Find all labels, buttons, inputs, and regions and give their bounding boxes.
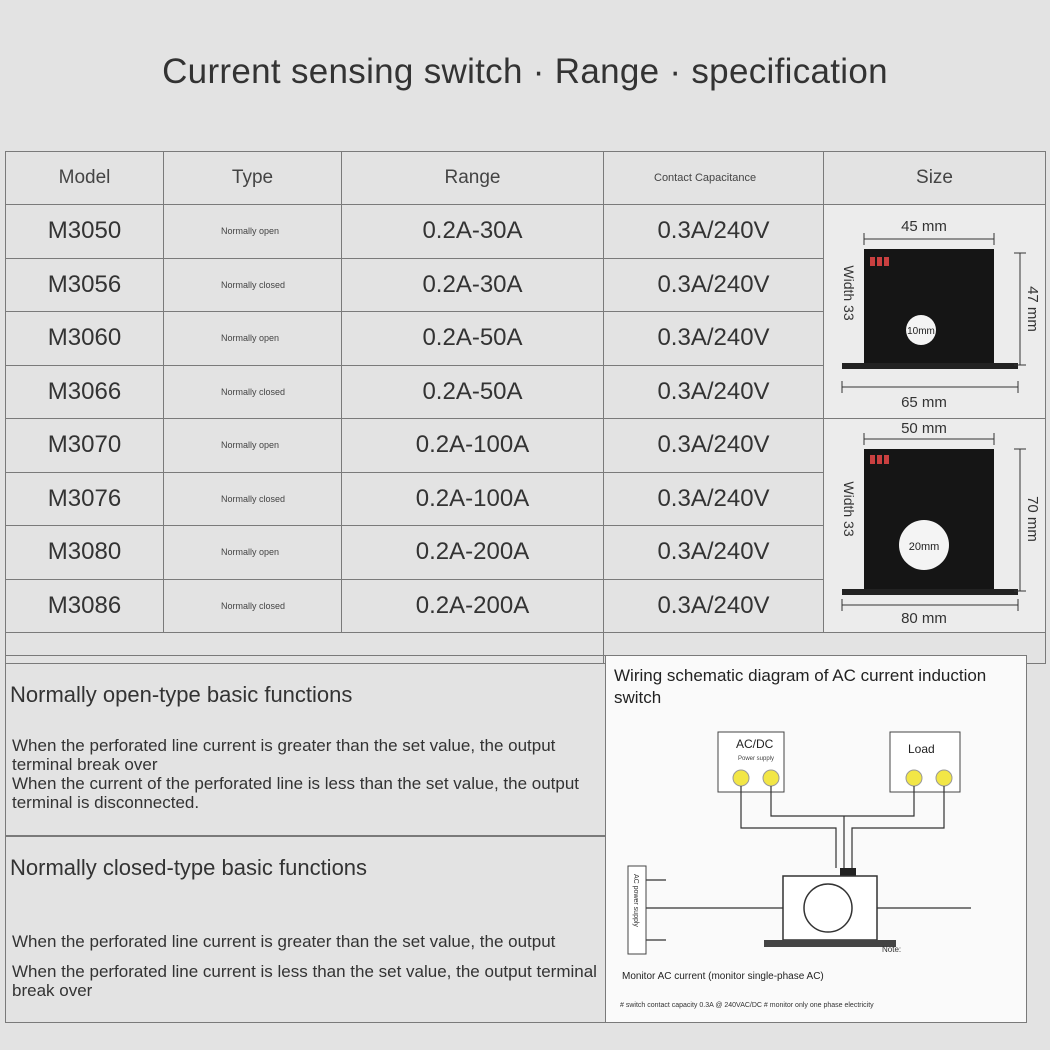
load-terminal-left <box>906 770 922 786</box>
header-range: Range <box>342 152 604 205</box>
sensor-large-drawing <box>824 419 1046 627</box>
normally-closed-line-1: When the perforated line current is greater than the set value, the output <box>12 932 556 951</box>
wiring-title: Wiring schematic diagram of AC current induction switch <box>614 666 987 707</box>
cell-type: Normally closed <box>164 472 342 526</box>
note-label: Note: <box>882 945 902 954</box>
sensor-small-drawing <box>824 205 1046 413</box>
normally-open-heading: Normally open-type basic functions <box>10 682 353 707</box>
cell-type: Normally closed <box>164 258 342 312</box>
power-sublabel: Power supply <box>738 756 775 762</box>
cell-model: M3086 <box>6 579 164 633</box>
wiring-diagram <box>606 656 1026 1022</box>
dim-top-small: 45 mm <box>901 218 947 235</box>
functions-panel <box>5 655 606 1023</box>
dim-top-large: 50 mm <box>901 420 947 437</box>
cell-contact: 0.3A/240V <box>604 258 824 312</box>
normally-closed-heading: Normally closed-type basic functions <box>10 855 368 880</box>
cell-contact: 0.3A/240V <box>604 365 824 419</box>
cell-range: 0.2A-200A <box>342 579 604 633</box>
cell-type: Normally open <box>164 205 342 259</box>
power-terminal-right <box>763 770 779 786</box>
dim-bottom-large: 80 mm <box>901 610 947 627</box>
sensor-body-small <box>864 249 994 363</box>
header-size: Size <box>824 152 1046 205</box>
header-type: Type <box>164 152 342 205</box>
table-row <box>6 205 1046 259</box>
cell-type: Normally open <box>164 526 342 580</box>
cell-contact: 0.3A/240V <box>604 205 824 259</box>
cell-model: M3056 <box>6 258 164 312</box>
cell-model: M3066 <box>6 365 164 419</box>
cell-type: Normally closed <box>164 579 342 633</box>
normally-open-line-1: When the perforated line current is greater than the set value, the output terminal break over <box>12 736 556 774</box>
cell-model: M3080 <box>6 526 164 580</box>
cell-model: M3060 <box>6 312 164 366</box>
cell-contact: 0.3A/240V <box>604 526 824 580</box>
cell-contact: 0.3A/240V <box>604 472 824 526</box>
cell-type: Normally closed <box>164 365 342 419</box>
cell-range: 0.2A-30A <box>342 258 604 312</box>
cell-range: 0.2A-200A <box>342 526 604 580</box>
cell-model: M3076 <box>6 472 164 526</box>
cell-type: Normally open <box>164 312 342 366</box>
cell-range: 0.2A-50A <box>342 312 604 366</box>
cell-range: 0.2A-100A <box>342 472 604 526</box>
panel-divider <box>6 835 606 837</box>
dim-width-small: Width 33 <box>841 265 857 321</box>
ac-side-label: AC power supply <box>632 874 639 927</box>
power-terminal-left <box>733 770 749 786</box>
spec-table <box>5 151 1046 664</box>
size-diagram-small <box>824 205 1046 419</box>
dim-height-large: 70 mm <box>1024 496 1041 542</box>
header-model: Model <box>6 152 164 205</box>
normally-open-text <box>12 736 602 812</box>
hole-label-large: 20mm <box>908 541 940 553</box>
table-row <box>6 419 1046 473</box>
cell-range: 0.2A-30A <box>342 205 604 259</box>
hole-label-small: 10mm <box>907 326 935 337</box>
power-label: AC/DC <box>736 737 774 751</box>
table-header-row <box>6 152 1046 205</box>
dim-width-large: Width 33 <box>841 481 857 537</box>
cell-contact: 0.3A/240V <box>604 312 824 366</box>
cell-contact: 0.3A/240V <box>604 419 824 473</box>
cell-type: Normally open <box>164 419 342 473</box>
header-contact: Contact Capacitance <box>604 152 824 205</box>
monitor-text: Monitor AC current (monitor single-phase AC) <box>622 971 824 982</box>
load-terminal-right <box>936 770 952 786</box>
cell-contact: 0.3A/240V <box>604 579 824 633</box>
cell-range: 0.2A-100A <box>342 419 604 473</box>
size-diagram-large <box>824 419 1046 633</box>
dim-height-small: 47 mm <box>1024 286 1041 332</box>
normally-open-line-2: When the current of the perforated line is less than the set value, the output terminal is disconnected. <box>12 774 580 812</box>
cell-range: 0.2A-50A <box>342 365 604 419</box>
wiring-panel <box>605 655 1027 1023</box>
load-label: Load <box>908 742 935 756</box>
footnote-text: # switch contact capacity 0.3A @ 240VAC/DC # monitor only one phase electricity <box>620 1002 874 1009</box>
cell-model: M3050 <box>6 205 164 259</box>
cell-model: M3070 <box>6 419 164 473</box>
normally-closed-line-2: When the perforated line current is less than the set value, the output terminal break over <box>12 962 597 1000</box>
page-title: Current sensing switch · Range · specification <box>162 52 888 91</box>
dim-bottom-small: 65 mm <box>901 394 947 411</box>
